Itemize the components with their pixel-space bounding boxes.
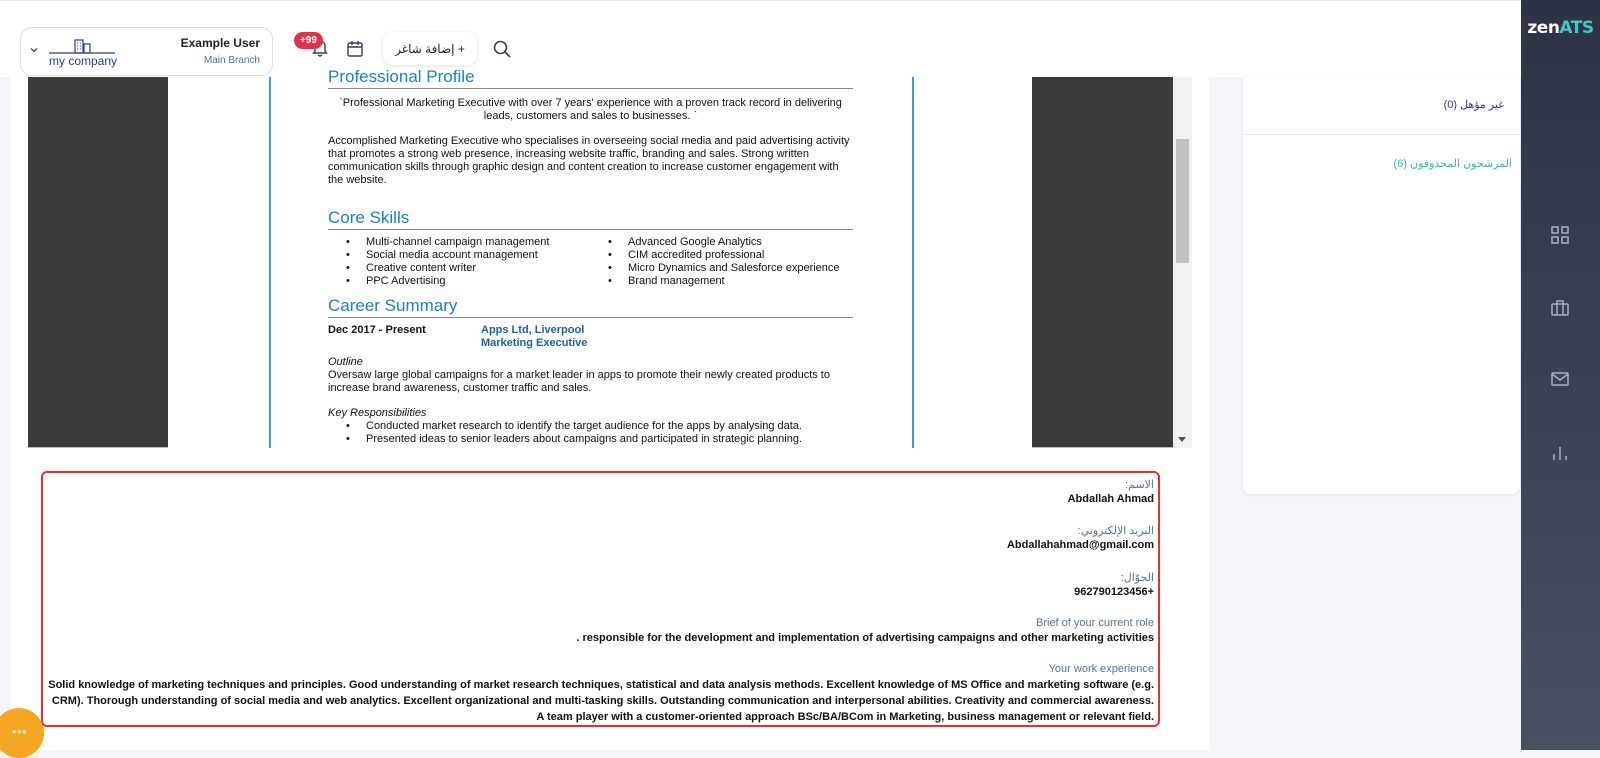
cv-career-section (328, 296, 853, 446)
scrollbar-thumb[interactable] (1176, 139, 1189, 263)
panel-divider (1243, 134, 1520, 135)
app-sidebar (1521, 0, 1600, 750)
candidate-status-panel (1243, 77, 1520, 494)
cv-career-heading: Career Summary (328, 296, 458, 315)
skill-item: • Brand management (590, 275, 852, 288)
company-logo-icon (47, 36, 117, 54)
email-label: البريد الإلكتروني: (1077, 525, 1154, 537)
dashboard-icon[interactable] (1547, 222, 1573, 248)
experience-value: Solid knowledge of marketing techniques and principles. Good understanding of market research techniques, statistical and data analysis methods. Excellent knowledge of MS Office and marketing software (e.g. CRM). Thorough understanding of social media and web analytics. Excellent organizational and multi-tasking skills. Outstanding communication and interpersonal abilities. Creativity and commercial awareness. A team player with a customer-oriented approach BSc/BA/BCom in Marketing, business management or relevant field. (48, 679, 1154, 723)
cv-job-title: Marketing Executive (481, 337, 588, 349)
cv-scrollbar[interactable] (1173, 77, 1192, 448)
branch-name: Main Branch (203, 55, 260, 66)
cv-page (168, 67, 1032, 448)
cv-profile-section (328, 67, 853, 187)
cv-resp-label: Key Responsibilities (328, 407, 427, 419)
cv-skills-left (328, 236, 590, 288)
role-label: Brief of your current role (1036, 617, 1154, 629)
cv-responsibilities (328, 420, 853, 446)
responsibility-item: • Conducted market research to identify the target audience for the apps by analysing data. (328, 420, 853, 433)
skill-item: • PPC Advertising (328, 275, 590, 288)
add-job-button[interactable]: + إضافة شاغر (383, 32, 477, 65)
company-name: my company (49, 54, 118, 68)
zenats-logo[interactable]: zenATS (1527, 18, 1594, 38)
search-icon[interactable] (492, 39, 512, 64)
skill-item: • Social media account management (328, 249, 590, 262)
cv-skills-section (328, 208, 853, 288)
chevron-down-icon (29, 45, 39, 55)
deleted-candidates-filter[interactable]: المرشحون المحذوفون (6) (1393, 158, 1512, 170)
cv-outline-label: Outline (328, 356, 363, 368)
mobile-value: 962790123456+ (1074, 586, 1154, 598)
role-value: . responsible for the development and implementation of advertising campaigns and other marketing activities (576, 632, 1154, 644)
chat-button[interactable] (0, 708, 44, 758)
cv-job-dates: Dec 2017 - Present (328, 324, 426, 336)
candidate-detail (11, 67, 1209, 750)
top-header (0, 0, 1521, 77)
email-value: Abdallahahmad@gmail.com (1006, 539, 1154, 551)
briefcase-icon[interactable] (1547, 295, 1573, 321)
skill-item: • Advanced Google Analytics (590, 236, 852, 249)
cv-profile-quote: `Professional Marketing Executive with over 7 years' experience with a proven track record in delivering leads, customers and sales to businesses. ` (339, 97, 842, 122)
skill-item: • Creative content writer (328, 262, 590, 275)
skill-item: • Multi-channel campaign management (328, 236, 590, 249)
more-dots-icon: ••• (12, 725, 28, 739)
mobile-label: الجوّال: (1120, 572, 1154, 584)
application-answers (41, 471, 1160, 727)
notification-badge: +99 (294, 32, 323, 49)
skill-item: • Micro Dynamics and Salesforce experience (590, 262, 852, 275)
mail-icon[interactable] (1547, 366, 1573, 392)
cv-profile-heading: Professional Profile (328, 67, 475, 86)
skill-item: • CIM accredited professional (590, 249, 852, 262)
user-name: Example User (180, 36, 260, 50)
cv-border-right (912, 77, 914, 448)
analytics-icon[interactable] (1547, 440, 1573, 466)
cv-profile-text: Accomplished Marketing Executive who specialises in overseeing social media and paid advertising activity that promotes a strong web presence, increasing website traffic, branding and sales. Strong written communication skills through graphic design and content creation to increase customer engagement with the website. (328, 135, 850, 186)
unqualified-filter[interactable]: غير مؤهل (0) (1443, 99, 1504, 111)
cv-job-company: Apps Ltd, Liverpool (481, 324, 585, 336)
responsibility-item: • Presented ideas to senior leaders about campaigns and participated in strategic planning. (328, 433, 853, 446)
name-value: Abdallah Ahmad (1067, 493, 1154, 505)
scroll-down-arrow-icon[interactable] (1178, 437, 1186, 442)
name-label: الاسم: (1125, 479, 1154, 491)
cv-skills-right (590, 236, 852, 288)
cv-outline-text: Oversaw large global campaigns for a market leader in apps to promote their newly created products to increase brand awareness, customer traffic and sales. (328, 369, 830, 394)
experience-label: Your work experience (1048, 663, 1154, 675)
cv-skills-heading: Core Skills (328, 208, 410, 227)
cv-viewer[interactable] (28, 67, 1192, 448)
cv-border-left (269, 77, 271, 448)
calendar-icon[interactable] (345, 39, 365, 64)
company-switcher[interactable] (20, 27, 273, 76)
